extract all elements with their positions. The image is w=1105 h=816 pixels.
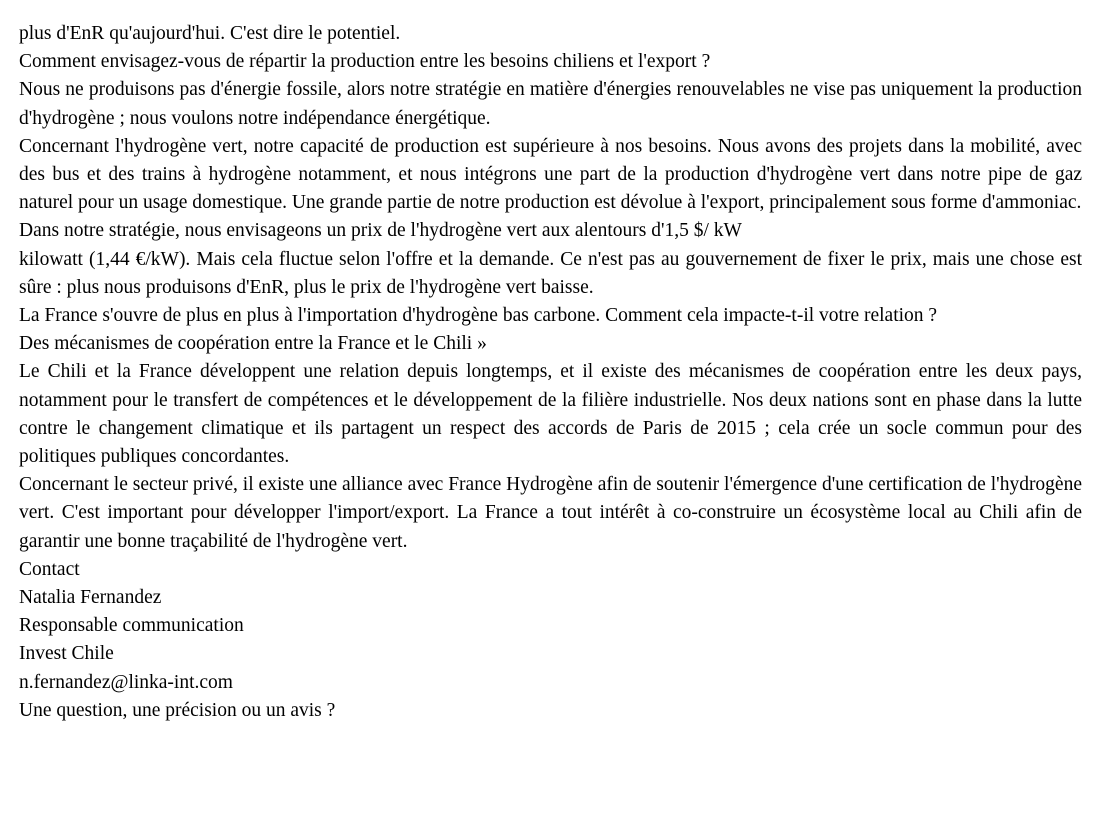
contact-email[interactable]: n.fernandez@linka-int.com: [19, 671, 233, 693]
contact-name: Natalia Fernandez: [19, 587, 162, 609]
closing-question: Une question, une précision ou un avis ?: [19, 699, 336, 721]
contact-heading: Contact: [19, 558, 80, 580]
contact-role: Responsable communication: [19, 615, 244, 637]
paragraph-price-fluctuation: kilowatt (1,44 €/kW). Mais cela fluctue selon l'offre et la demande. Ce n'est pas au gouvernement de fixer le prix, mais une chose est sûre : plus nous produisons d'EnR, plus le prix de l'hydrogène vert baisse.: [19, 248, 1082, 298]
paragraph-private-sector: Concernant le secteur privé, il existe une alliance avec France Hydrogène afin de soutenir l'émergence d'une certification de l'hydrogène vert. C'est important pour développer l'import/export. La France a tout intérêt à co-construire un écosystème local au Chili afin de garantir une bonne traçabilité de l'hydrogène vert.: [19, 474, 1082, 552]
question-france-import: La France s'ouvre de plus en plus à l'importation d'hydrogène bas carbone. Comment cela impacte-t-il votre relation ?: [19, 305, 938, 327]
subheading-cooperation: Des mécanismes de coopération entre la France et le Chili »: [19, 333, 487, 355]
paragraph-green-hydrogen-capacity: Concernant l'hydrogène vert, notre capacité de production est supérieure à nos besoins. Nous avons des projets dans la mobilité, avec des bus et des trains à hydrogène notamment, et nous intégrons une part de la production d'hydrogène vert dans notre pipe de gaz naturel pour un usage domestique. Une grande partie de notre production est dévolue à l'export, principalement sous forme d'ammoniac.: [19, 135, 1082, 214]
paragraph-potential: plus d'EnR qu'aujourd'hui. C'est dire le potentiel.: [19, 23, 401, 44]
paragraph-cooperation: Le Chili et la France développent une relation depuis longtemps, et il existe des mécanismes de coopération entre les deux pays, notamment pour le transfert de compétences et le développement de la filière industrielle. Nos deux nations sont en phase dans la lutte contre le changement climatique et ils partagent un respect des accords de Paris de 2015 ; cela crée un socle commun pour des politiques publiques concordantes.: [19, 361, 1082, 468]
question-production-split: Comment envisagez-vous de répartir la production entre les besoins chiliens et l'export ?: [19, 51, 711, 73]
paragraph-energy-independence: Nous ne produisons pas d'énergie fossile, alors notre stratégie en matière d'énergies renouvelables ne vise pas uniquement la production d'hydrogène ; nous voulons notre indépendance énergétique.: [19, 79, 1082, 129]
paragraph-price-strategy: Dans notre stratégie, nous envisageons un prix de l'hydrogène vert aux alentours d'1,5 $/ kW: [19, 220, 742, 242]
contact-organization: Invest Chile: [19, 643, 114, 665]
